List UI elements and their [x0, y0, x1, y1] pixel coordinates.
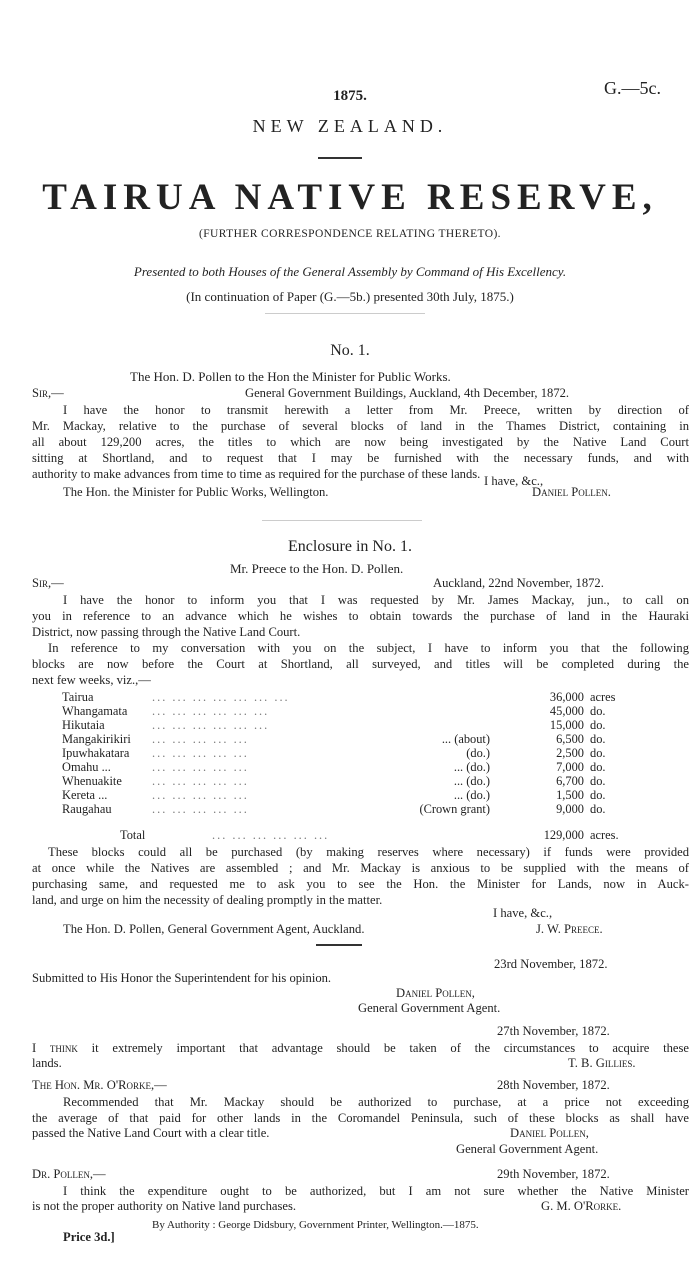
no1-body-line: authority to make advances from time to time as required for the purchase of these lands. [32, 467, 481, 481]
minute3-addressee: The Hon. Mr. O'Rorke,— [32, 1078, 167, 1092]
minute1-signature: Daniel Pollen, [396, 986, 475, 1000]
block-unit: do. [590, 746, 606, 760]
block-row [62, 746, 642, 760]
no1-body-line: all about 129,200 acres, the titles to which are now being investigated by the Native Land Court [32, 435, 689, 449]
enclosure-para2-line: In reference to my conversation with you on the subject, I have to inform you that the following [48, 641, 689, 655]
minute1-date: 23rd November, 1872. [494, 957, 608, 971]
block-name: Tairua [62, 690, 94, 704]
no1-heading: No. 1. [330, 342, 370, 359]
block-unit: do. [590, 774, 606, 788]
block-row [62, 774, 642, 788]
minute1-text: Submitted to His Honor the Superintendent for his opinion. [32, 971, 332, 985]
minute3-date: 28th November, 1872. [497, 1078, 610, 1092]
leader-dots: ... ... ... ... ... ... ... [152, 690, 290, 704]
minute2-signature: T. B. Gillies. [568, 1056, 636, 1070]
block-unit: do. [590, 802, 606, 816]
minute3-line: the average of that paid for other lands in the Coromandel Peninsula, such of these blocks as shall have [32, 1111, 689, 1125]
printer-line: By Authority : George Didsbury, Government Printer, Wellington.—1875. [152, 1219, 479, 1231]
block-acres: 1,500 [556, 788, 584, 802]
block-row [62, 718, 642, 732]
year: 1875. [333, 88, 367, 104]
block-acres: 45,000 [549, 704, 584, 718]
minute2-date: 27th November, 1872. [497, 1024, 610, 1038]
enclosure-para3-line: These blocks could all be purchased (by making reserves where necessary) if funds were provided [48, 845, 689, 859]
block-name: Ipuwhakatara [62, 746, 130, 760]
document-title: TAIRUA NATIVE RESERVE, [42, 177, 658, 218]
block-unit: acres [590, 690, 616, 704]
total-unit: acres. [590, 828, 619, 842]
block-acres: 6,700 [556, 774, 584, 788]
minute2-line [32, 1040, 689, 1056]
block-row [62, 704, 642, 718]
no1-salutation: Sir,— [32, 386, 64, 400]
block-qualifier: ... (do.) [453, 760, 490, 774]
no1-place-date: General Government Buildings, Auckland, 4th December, 1872. [245, 386, 570, 400]
block-unit: do. [590, 732, 606, 746]
no1-closing: I have, &c., [484, 474, 544, 488]
minute2-lead: I think [32, 1041, 78, 1055]
block-acres: 7,000 [556, 760, 584, 774]
header-rule [318, 157, 362, 159]
minute2-text2: lands. [32, 1056, 62, 1070]
no1-body-line: Mr. Mackay, relative to the purchase of several blocks of land in the Thames District, containing in [32, 419, 689, 433]
section-divider [262, 520, 422, 521]
no1-addressee: The Hon. the Minister for Public Works, Wellington. [63, 485, 329, 499]
block-qualifier: ... (do.) [453, 774, 490, 788]
block-qualifier: (do.) [466, 746, 490, 760]
block-acres: 15,000 [549, 718, 584, 732]
block-unit: do. [590, 788, 606, 802]
minute4-line: I think the expenditure ought to be authorized, but I am not sure whether the Native Minister [63, 1184, 689, 1198]
no1-body-line: I have the honor to transmit herewith a letter from Mr. Preece, written by direction of [63, 403, 689, 417]
paper-code: G.—5c. [604, 78, 661, 98]
leader-dots: ... ... ... ... ... [152, 732, 249, 746]
minute4-addressee: Dr. Pollen,— [32, 1167, 106, 1181]
continuation-line: (In continuation of Paper (G.—5b.) presented 30th July, 1875.) [186, 289, 514, 304]
minute1-title: General Government Agent. [358, 1001, 501, 1015]
block-acres: 36,000 [549, 690, 584, 704]
enclosure-place-date: Auckland, 22nd November, 1872. [433, 576, 604, 590]
minute3-signature: Daniel Pollen, [510, 1126, 589, 1140]
leader-dots: ... ... ... ... ... [152, 760, 249, 774]
block-name: Hikutaia [62, 718, 105, 732]
leader-dots: ... ... ... ... ... [152, 802, 249, 816]
enclosure-para1-line: you in reference to an advance which he wishes to obtain towards the purchase of land in the Hauraki [32, 609, 689, 623]
no1-signature: Daniel Pollen. [532, 485, 611, 499]
minute2-text: it extremely important that advantage should be taken of the circumstances to acquire these [77, 1041, 689, 1055]
minute3-title: General Government Agent. [456, 1142, 599, 1156]
block-acres: 6,500 [556, 732, 584, 746]
enclosure-para1-line: I have the honor to inform you that I was requested by Mr. James Mackay, jun., to call on [63, 593, 689, 607]
block-name: Omahu ... [62, 760, 111, 774]
header-divider [265, 313, 425, 314]
minute4-signature: G. M. O'Rorke. [541, 1199, 622, 1213]
enclosure-para2-line: next few weeks, viz.,— [32, 673, 151, 687]
block-unit: do. [590, 718, 606, 732]
enclosure-para1-line: District, now passing through the Native Land Court. [32, 625, 301, 639]
leader-dots: ... ... ... ... ... ... [212, 828, 330, 842]
enclosure-para2-line: blocks are now before the Court at Shortland, all surveyed, and titles will be completed during the [32, 657, 689, 671]
no1-from-to: The Hon. D. Pollen to the Hon the Minister for Public Works. [130, 369, 451, 384]
minute4-date: 29th November, 1872. [497, 1167, 610, 1181]
block-row [62, 760, 642, 774]
block-name: Kereta ... [62, 788, 108, 802]
block-qualifier: ... (about) [441, 732, 490, 746]
enclosure-closing: I have, &c., [493, 906, 553, 920]
no1-body-line: sitting at Shortland, and to request that I may be furnished with the necessary funds, and with [32, 451, 689, 465]
enclosure-heading: Enclosure in No. 1. [288, 538, 412, 555]
block-row [62, 788, 642, 802]
total-row [62, 828, 642, 842]
leader-dots: ... ... ... ... ... [152, 788, 249, 802]
total-label: Total [120, 828, 146, 842]
block-unit: do. [590, 760, 606, 774]
block-row [62, 802, 642, 816]
block-unit: do. [590, 704, 606, 718]
block-name: Whenuakite [62, 774, 122, 788]
leader-dots: ... ... ... ... ... [152, 774, 249, 788]
block-acres: 9,000 [556, 802, 584, 816]
leader-dots: ... ... ... ... ... ... [152, 704, 270, 718]
price: Price 3d.] [63, 1230, 115, 1244]
block-name: Whangamata [62, 704, 128, 718]
enclosure-para3-line: land, and urge on him the necessity of dealing promptly in the matter. [32, 893, 383, 907]
leader-dots: ... ... ... ... ... ... [152, 718, 270, 732]
block-row [62, 732, 642, 746]
leader-dots: ... ... ... ... ... [152, 746, 249, 760]
total-acres: 129,000 [543, 828, 584, 842]
block-qualifier: (Crown grant) [419, 802, 490, 816]
minutes-rule [316, 944, 362, 946]
enclosure-from-to: Mr. Preece to the Hon. D. Pollen. [230, 561, 404, 576]
block-name: Raugahau [62, 802, 112, 816]
enclosure-salutation: Sir,— [32, 576, 64, 590]
block-acres: 2,500 [556, 746, 584, 760]
minute3-line: Recommended that Mr. Mackay should be authorized to purchase, at a price not exceeding [63, 1095, 689, 1109]
block-row [62, 690, 642, 704]
presented-line: Presented to both Houses of the General Assembly by Command of His Excellency. [133, 264, 567, 279]
enclosure-para3-line: purchasing same, and requested me to ask you to see the Hon. the Minister for Lands, now in Auck- [32, 877, 689, 891]
country: NEW ZEALAND. [252, 116, 448, 136]
enclosure-para3-line: at once while the Natives are assembled ; and Mr. Mackay is anxious to be supplied with the means of [32, 861, 689, 875]
block-name: Mangakirikiri [62, 732, 131, 746]
enclosure-signature: J. W. Preece. [536, 922, 603, 936]
minute4-line: is not the proper authority on Native land purchases. [32, 1199, 297, 1213]
document-subtitle: (FURTHER CORRESPONDENCE RELATING THERETO). [199, 228, 501, 240]
enclosure-addressee: The Hon. D. Pollen, General Government Agent, Auckland. [63, 922, 365, 936]
block-qualifier: ... (do.) [453, 788, 490, 802]
minute3-line: passed the Native Land Court with a clear title. [32, 1126, 270, 1140]
